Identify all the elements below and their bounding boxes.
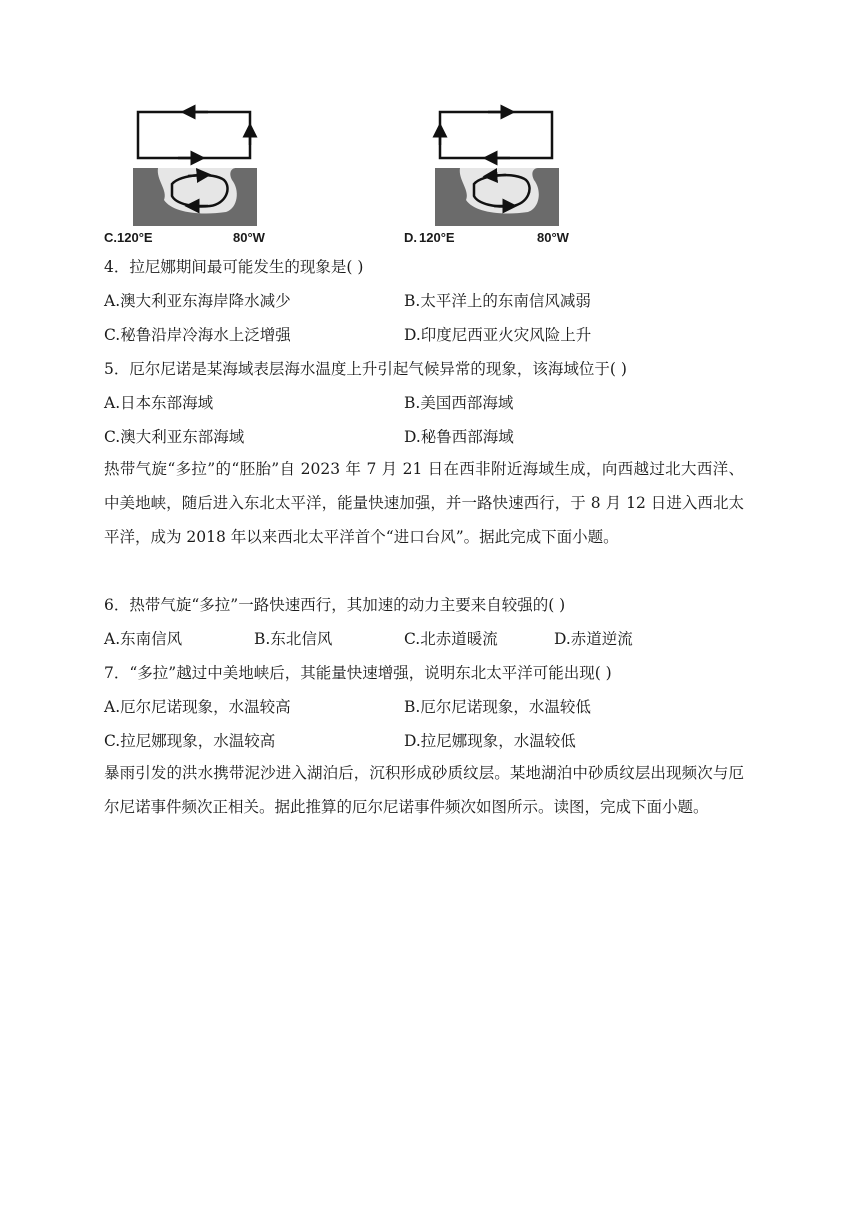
figure-d-right-longitude: 80°W xyxy=(537,230,569,245)
question-7-option-b: B.厄尔尼诺现象，水温较低 xyxy=(404,698,591,716)
passage-lake: 暴雨引发的洪水携带泥沙进入湖泊后，沉积形成砂质纹层。某地湖泊中砂质纹层出现频次与厄尔尼诺事件频次正相关。据此推算的厄尔尼诺事件频次如图所示。读图，完成下面小题。 xyxy=(104,764,744,816)
question-4-option-b: B.太平洋上的东南信风减弱 xyxy=(404,292,591,310)
question-6-stem: 6．热带气旋“多拉”一路快速西行，其加速的动力主要来自较强的( ) xyxy=(104,596,566,614)
question-4-option-c: C.秘鲁沿岸冷海水上泛增强 xyxy=(104,326,291,344)
question-4-option-a: A.澳大利亚东海岸降水减少 xyxy=(104,292,291,310)
walker-circulation-diagram-d xyxy=(430,100,570,230)
walker-circulation-diagram-c xyxy=(128,100,268,230)
question-7-option-c: C.拉尼娜现象，水温较高 xyxy=(104,732,276,750)
question-7-option-d: D.拉尼娜现象，水温较低 xyxy=(404,732,576,750)
figure-c-left-longitude: 120°E xyxy=(117,230,153,245)
question-5-option-c: C.澳大利亚东部海域 xyxy=(104,428,245,446)
question-6-option-b: B.东北信风 xyxy=(254,630,333,648)
question-7-option-a: A.厄尔尼诺现象，水温较高 xyxy=(104,698,291,716)
question-4-option-d: D.印度尼西亚火灾风险上升 xyxy=(404,326,592,344)
passage-dora: 热带气旋“多拉”的“胚胎”自 2023 年 7 月 21 日在西非附近海域生成，向西越过北大西洋、中美地峡，随后进入东北太平洋，能量快速加强，并一路快速西行，于 8 月 12 日进入西北太平洋，成为 2018 年以来西北太平洋首个“进口台风”。据此完成下面小题。 xyxy=(104,460,744,546)
question-5-stem: 5．厄尔尼诺是某海域表层海水温度上升引起气候异常的现象，该海域位于( ) xyxy=(104,360,627,378)
figure-c-letter: C. xyxy=(104,230,117,245)
figure-d-letter: D. xyxy=(404,230,417,245)
question-5-option-d: D.秘鲁西部海域 xyxy=(404,428,514,446)
figure-c-right-longitude: 80°W xyxy=(233,230,265,245)
figure-d-left-longitude: 120°E xyxy=(419,230,455,245)
figure-c xyxy=(104,100,268,245)
question-7-stem: 7．“多拉”越过中美地峡后，其能量快速增强，说明东北太平洋可能出现( ) xyxy=(104,664,612,682)
question-6-option-c: C.北赤道暖流 xyxy=(404,630,498,648)
question-5-option-b: B.美国西部海域 xyxy=(404,394,514,412)
question-6-option-d: D.赤道逆流 xyxy=(554,630,633,648)
figure-d xyxy=(404,100,570,245)
question-5-option-a: A.日本东部海域 xyxy=(104,394,214,412)
question-6-option-a: A.东南信风 xyxy=(104,630,183,648)
question-4-stem: 4．拉尼娜期间最可能发生的现象是( ) xyxy=(104,258,364,276)
